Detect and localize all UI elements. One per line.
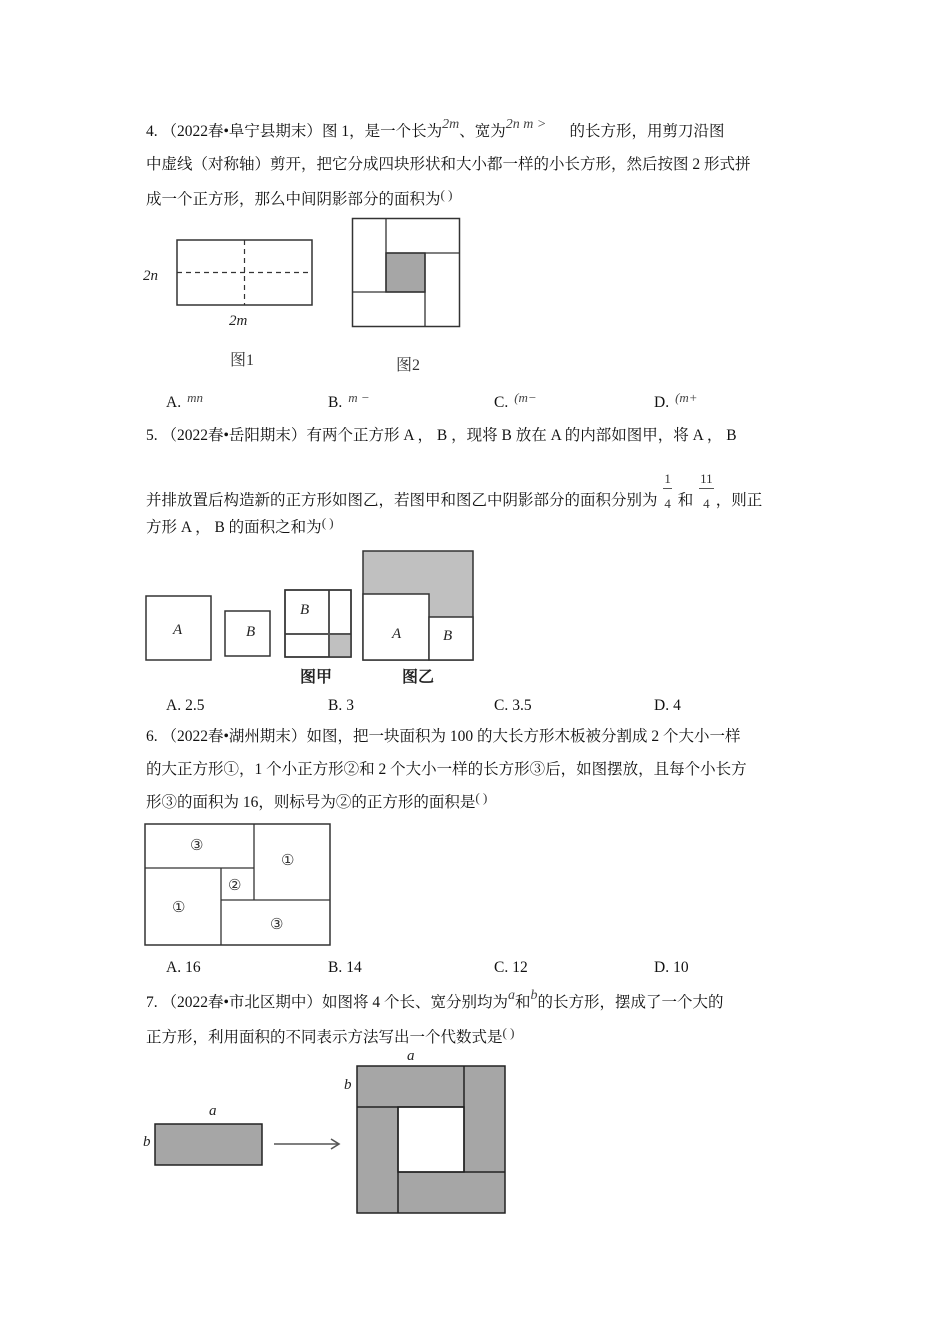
- q5-yi-a-label: A: [392, 626, 402, 642]
- option-value: mn: [187, 390, 203, 405]
- option-value: 2.5: [185, 697, 205, 714]
- q6-text: 形③的面积为 16，则标号为②的正方形的面积是: [146, 794, 476, 811]
- option-label: A.: [166, 697, 182, 714]
- option-value: 3: [346, 697, 354, 714]
- q4-source: （2022春•阜宁县期末）: [161, 123, 322, 140]
- q4-line-1: [146, 117, 725, 143]
- option-label: A.: [166, 959, 182, 976]
- q5-number: 5.: [146, 427, 158, 444]
- q6-label-rect3-bottom: ③: [270, 915, 284, 933]
- q5-text: 有两个正方形 A ， B ，现将 B 放在 A 的内部如图甲，将 A ， B: [306, 427, 737, 444]
- q4-option-d[interactable]: [654, 390, 698, 413]
- q5-jia-b-label: B: [300, 602, 310, 618]
- option-value: 3.5: [512, 697, 532, 714]
- q6-option-d[interactable]: [654, 958, 689, 978]
- q4-option-b[interactable]: [328, 390, 370, 413]
- option-value: 14: [346, 959, 362, 976]
- q5-yi-b-label: B: [443, 628, 453, 644]
- option-label: B.: [328, 394, 343, 411]
- q5-option-d[interactable]: [654, 696, 681, 716]
- denominator: 4: [664, 496, 671, 511]
- answer-blank: ( ): [440, 187, 453, 202]
- q7-text: 如图将 4 个长、宽分别均为: [321, 994, 508, 1011]
- q5-figures: [144, 548, 479, 663]
- q7-text: 的长方形，摆成了一个大的: [537, 994, 724, 1011]
- q5-jia-caption: 图甲: [300, 667, 333, 686]
- q6-line-2: [146, 760, 747, 780]
- option-label: D.: [654, 394, 670, 411]
- option-label: C.: [494, 394, 509, 411]
- option-label: C.: [494, 959, 509, 976]
- q4-text: 成一个正方形，那么中间阴影部分的面积为: [146, 191, 441, 208]
- option-value: 10: [673, 959, 689, 976]
- q7-small-b-label: b: [143, 1134, 151, 1150]
- q5-square-a-label: A: [173, 622, 183, 638]
- q6-option-c[interactable]: [494, 958, 528, 978]
- q4-fig1-caption: 图1: [230, 352, 255, 369]
- q5-yi-caption: 图乙: [402, 667, 435, 686]
- q5-option-c[interactable]: [494, 696, 532, 716]
- q4-text: 图 1，是一个长为: [321, 123, 443, 140]
- q4-fig1-width-label: 2m: [229, 313, 248, 329]
- answer-blank: ( ): [502, 1025, 515, 1040]
- q5-text: 并排放置后构造新的正方形如图乙，若图甲和图乙中阴影部分的面积分别为: [146, 492, 658, 510]
- q7-math-b: b: [530, 988, 538, 1003]
- q5-square-b-label: B: [246, 624, 256, 640]
- q7-figure: [150, 1060, 512, 1220]
- q4-option-c[interactable]: [494, 390, 537, 413]
- q4-text: 、宽为: [459, 123, 506, 140]
- q4-number: 4.: [146, 123, 158, 140]
- q4-text: 的长方形，用剪刀沿图: [569, 123, 725, 140]
- q6-number: 6.: [146, 728, 158, 745]
- q6-option-a[interactable]: [166, 958, 201, 978]
- q6-label-square1-right: ①: [281, 851, 295, 869]
- q6-line-3: [146, 790, 488, 813]
- q5-option-b[interactable]: [328, 696, 354, 716]
- q6-option-b[interactable]: [328, 958, 362, 978]
- q7-source: （2022春•市北区期中）: [161, 994, 322, 1011]
- q6-text: 如图，把一块面积为 100 的大长方形木板被分割成 2 个大小一样: [306, 728, 741, 745]
- denominator: 4: [703, 496, 710, 511]
- fraction-1-4: [663, 472, 672, 511]
- q5-line-1: [146, 426, 737, 446]
- option-label: B.: [328, 959, 343, 976]
- q4-option-a[interactable]: [166, 390, 203, 413]
- answer-blank: ( ): [321, 515, 334, 530]
- answer-blank: ( ): [475, 790, 488, 805]
- q5-line-3: [146, 515, 334, 538]
- q6-label-square2: ②: [228, 876, 242, 894]
- option-value: 16: [185, 959, 201, 976]
- option-value: 4: [673, 697, 681, 714]
- q6-label-rect3-top: ③: [190, 836, 204, 854]
- q7-small-a-label: a: [209, 1103, 217, 1119]
- numerator: 11: [699, 472, 714, 489]
- q7-line-2: [146, 1025, 515, 1048]
- q4-text: 中虚线（对称轴）剪开，把它分成四块形状和大小都一样的小长方形，然后按图 2 形式拼: [146, 156, 751, 173]
- q5-text: ，则正: [715, 492, 763, 510]
- q4-figure-2: [350, 216, 462, 329]
- q5-line-2: [146, 471, 763, 521]
- q5-text: 方形 A ， B 的面积之和为: [146, 519, 322, 536]
- q6-label-square1-left: ①: [172, 898, 186, 916]
- q7-text: 正方形，利用面积的不同表示方法写出一个代数式是: [146, 1029, 503, 1046]
- option-value: m −: [348, 390, 370, 405]
- q6-text: 的大正方形①，1 个小正方形②和 2 个大小一样的长方形③后，如图摆放，且每个小长方: [146, 761, 747, 778]
- option-label: A.: [166, 394, 182, 411]
- q4-math-2n: 2n m >: [505, 117, 547, 132]
- q5-text: 和: [677, 492, 694, 510]
- q7-big-b-label: b: [344, 1077, 352, 1093]
- q4-line-2: [146, 155, 751, 175]
- q6-source: （2022春•湖州期末）: [161, 728, 307, 745]
- q7-text: 和: [514, 994, 531, 1011]
- q5-option-a[interactable]: [166, 696, 204, 716]
- q5-source: （2022春•岳阳期末）: [161, 427, 307, 444]
- option-value: 12: [512, 959, 528, 976]
- option-label: B.: [328, 697, 343, 714]
- option-value: (m−: [514, 390, 537, 405]
- q4-line-3: [146, 187, 453, 210]
- q4-math-2m: 2m: [442, 117, 460, 132]
- q7-big-a-label: a: [407, 1048, 415, 1064]
- q4-fig1-height-label: 2n: [143, 268, 158, 284]
- q7-line-1: [146, 988, 724, 1014]
- q6-line-1: [146, 727, 740, 747]
- numerator: 1: [663, 472, 672, 489]
- option-label: D.: [654, 959, 670, 976]
- option-label: D.: [654, 697, 670, 714]
- q4-fig2-caption: 图2: [396, 357, 421, 374]
- option-value: (m+: [675, 390, 698, 405]
- option-label: C.: [494, 697, 509, 714]
- q7-math-a: a: [507, 988, 515, 1003]
- q4-figure-1: [170, 235, 320, 315]
- fraction-11-4: [699, 472, 714, 511]
- q7-number: 7.: [146, 994, 158, 1011]
